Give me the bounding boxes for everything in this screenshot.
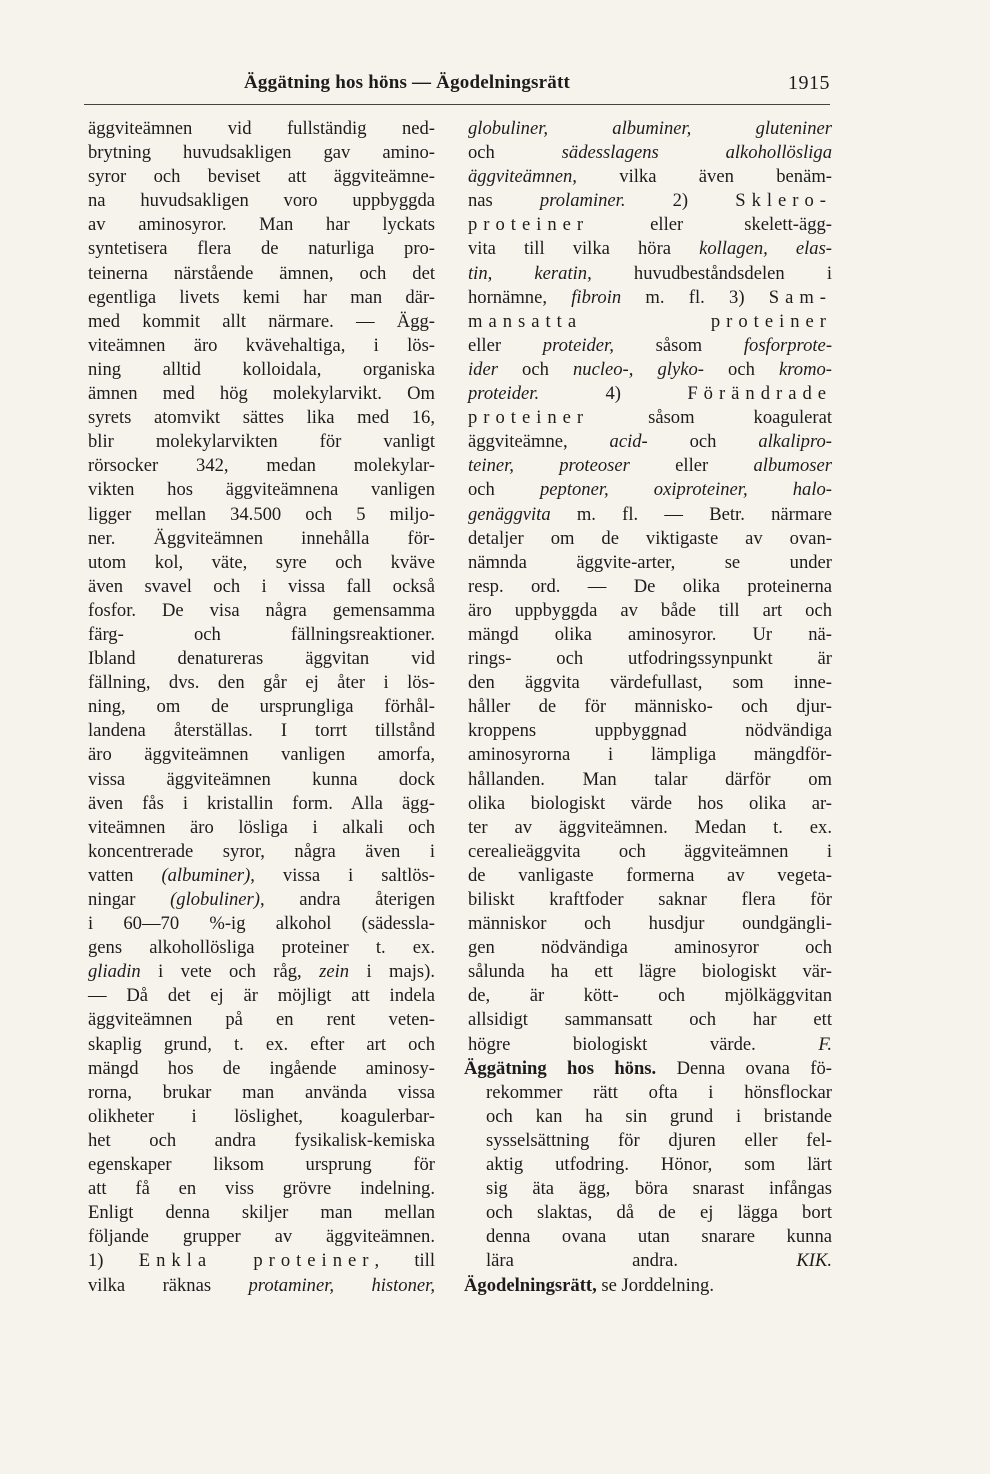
text-line: Enligt denna skiljer man mellan: [88, 1202, 435, 1224]
text-line: syrets atomvikt sättes lika med 16,: [88, 407, 435, 429]
text-line: sysselsättning för djuren eller fel-: [486, 1129, 832, 1151]
text-line: na huvudsakligen voro uppbyggda: [88, 190, 435, 212]
text-line: viteämnen äro kvävehaltiga, i lös-: [88, 334, 435, 356]
text-line: sig äta ägg, böra snarast infångas: [486, 1178, 832, 1200]
text-line: ligger mellan 34.500 och 5 miljo-: [88, 503, 435, 525]
page-number: 1915: [788, 72, 830, 94]
text-line: — Då det ej är möjligt att indela: [88, 985, 435, 1007]
text-line: ämnen med hög molekylarvikt. Om: [88, 383, 435, 405]
text-line: äro äggviteämnen vanligen amorfa,: [88, 744, 435, 766]
text-line: allsidigt sammansatt och har ett: [468, 1009, 832, 1031]
text-line: kroppens uppbyggnad nödvändiga: [468, 720, 832, 742]
text-line: och kan ha sin grund i bristande: [486, 1105, 832, 1127]
text-line: de vanligaste formerna av vegeta-: [468, 864, 832, 886]
text-line: proteiner eller skelett-ägg-: [468, 214, 832, 236]
text-line: äro uppbyggda av både till art och: [468, 599, 832, 621]
text-line: Ibland denatureras äggvitan vid: [88, 648, 435, 670]
text-line: ning, om de ursprungliga förhål-: [88, 696, 435, 718]
text-line: teinerna närstående ämnen, och det: [88, 262, 435, 284]
text-line: proteiner såsom koagulerat: [468, 407, 832, 429]
running-title: Äggätning hos höns — Ägodelningsrätt: [244, 72, 571, 93]
text-line: och sädesslagens alkohollösliga: [468, 142, 832, 164]
text-line: globuliner, albuminer, gluteniner: [468, 118, 832, 139]
text-line: av aminosyror. Man har lyckats: [88, 214, 435, 236]
text-line: tin, keratin, huvudbeståndsdelen i: [468, 262, 832, 284]
text-line: äggviteämne, acid- och alkalipro-: [468, 431, 832, 453]
text-line: ningar (globuliner), andra återigen: [88, 889, 435, 910]
text-line: gen nödvändiga aminosyror och: [468, 937, 832, 959]
text-line: även fås i kristallin form. Alla ägg-: [88, 792, 435, 814]
text-line: ter av äggviteämnen. Medan t. ex.: [468, 816, 832, 838]
text-line: vita till vilka höra kollagen, elas-: [468, 238, 832, 260]
running-header: [84, 72, 830, 102]
text-line: Äggätning hos höns. Denna ovana fö-: [464, 1057, 832, 1079]
text-line: aktig utfodring. Hönor, som lärt: [486, 1154, 832, 1176]
text-line: Ägodelningsrätt, se Jorddelning.: [464, 1274, 714, 1296]
text-line: äggviteämnen vid fullständig ned-: [88, 118, 435, 139]
text-line: koncentrerade syror, några även i: [88, 840, 435, 862]
text-line: egenskaper liksom ursprung för: [88, 1154, 435, 1176]
text-line: och slaktas, då de ej lägga bort: [486, 1202, 832, 1224]
text-line: hållanden. Man talar därför om: [468, 768, 832, 790]
text-line: sålunda ha ett lägre biologiskt vär-: [468, 961, 832, 983]
text-line: 1) Enkla proteiner, till: [88, 1250, 435, 1272]
text-line: landena återställas. I torrt tillstånd: [88, 720, 435, 742]
text-line: vissa äggviteämnen kunna dock: [88, 768, 435, 790]
text-line: högre biologiskt värde. F.: [468, 1033, 832, 1055]
text-line: rings- och utfodringssynpunkt är: [468, 648, 832, 670]
text-line: följande grupper av äggviteämnen.: [88, 1226, 435, 1248]
text-line: fosfor. De visa några gemensamma: [88, 599, 435, 621]
text-line: rörsocker 342, medan molekylar-: [88, 455, 435, 477]
text-line: denna ovana utan snarare kunna: [486, 1226, 832, 1248]
text-line: rorna, brukar man använda vissa: [88, 1081, 435, 1103]
text-line: den äggvita värdefullast, som inne-: [468, 672, 832, 694]
text-line: vikten hos äggviteämnena vanligen: [88, 479, 435, 501]
text-line: syntetisera flera de naturliga pro-: [88, 238, 435, 260]
text-line: utom kol, väte, syre och kväve: [88, 551, 435, 573]
text-line: olika biologiskt värde hos olika ar-: [468, 792, 832, 814]
text-line: cerealieäggvita och äggviteämnen i: [468, 840, 832, 862]
text-line: het och andra fysikalisk-kemiska: [88, 1129, 435, 1151]
text-line: mängd hos de ingående aminosy-: [88, 1057, 435, 1079]
text-line: ider och nucleo-, glyko- och kromo-: [468, 358, 832, 380]
text-line: ning alltid kolloidala, organiska: [88, 358, 435, 380]
text-line: syror och beviset att äggviteämne-: [88, 166, 435, 188]
text-line: fällning, dvs. den går ej åter i lös-: [88, 672, 435, 694]
text-line: biliskt kraftfoder saknar flera för: [468, 889, 832, 910]
text-line: proteider. 4) Förändrade: [468, 383, 832, 405]
text-line: lära andra. KIK.: [486, 1250, 832, 1272]
text-line: rekommer rätt ofta i hönsflockar: [486, 1081, 832, 1103]
text-line: färg- och fällningsreaktioner.: [88, 623, 435, 645]
header-rule: [84, 104, 830, 105]
text-line: mängd olika aminosyror. Ur nä-: [468, 623, 832, 645]
text-line: i 60—70 %-ig alkohol (sädessla-: [88, 913, 435, 935]
text-line: blir molekylarvikten för vanligt: [88, 431, 435, 453]
text-line: detaljer om de viktigaste av ovan-: [468, 527, 832, 549]
right-column: [464, 117, 833, 1298]
text-line: mansatta proteiner: [468, 310, 832, 332]
text-line: skaplig grund, t. ex. efter art och: [88, 1033, 435, 1055]
text-line: eller proteider, såsom fosforprote-: [468, 334, 833, 356]
text-line: olikheter i löslighet, koagulerbar-: [88, 1105, 435, 1127]
text-line: egentliga livets kemi har man där-: [88, 286, 435, 308]
text-line: aminosyrorna i lämpliga mängdför-: [468, 744, 832, 766]
text-line: vilka räknas protaminer, histoner,: [88, 1274, 435, 1296]
text-line: brytning huvudsakligen gav amino-: [88, 142, 435, 164]
text-line: äggviteämnen, vilka även benäm-: [468, 166, 832, 188]
text-line: människor och husdjur oundgängli-: [468, 913, 832, 935]
text-line: med kommit allt närmare. — Ägg-: [88, 310, 435, 332]
text-line: resp. ord. — De olika proteinerna: [468, 575, 832, 597]
text-line: teiner, proteoser eller albumoser: [468, 455, 832, 477]
text-line: gens alkohollösliga proteiner t. ex.: [88, 937, 435, 959]
text-line: nämnda äggvite-arter, se under: [468, 551, 832, 573]
text-line: gliadin i vete och råg, zein i majs).: [88, 961, 436, 983]
left-column: [88, 117, 435, 1298]
text-line: och peptoner, oxiproteiner, halo-: [468, 479, 832, 501]
text-line: hornämne, fibroin m. fl. 3) Sam-: [468, 286, 832, 308]
text-line: äggviteämnen på en rent veten-: [88, 1009, 435, 1031]
text-line: genäggvita m. fl. — Betr. närmare: [468, 503, 832, 525]
text-line: att få en viss grövre indelning.: [88, 1178, 435, 1200]
text-line: nas prolaminer. 2) Sklero-: [468, 190, 832, 212]
text-line: viteämnen äro lösliga i alkali och: [88, 816, 435, 838]
text-line: vatten (albuminer), vissa i saltlös-: [88, 864, 435, 886]
text-line: de, är kött- och mjölkäggvitan: [468, 985, 832, 1007]
text-line: ner. Äggviteämnen innehålla för-: [88, 527, 435, 549]
text-line: håller de för människo- och djur-: [468, 696, 832, 718]
text-line: även svavel och i vissa fall också: [88, 575, 435, 597]
